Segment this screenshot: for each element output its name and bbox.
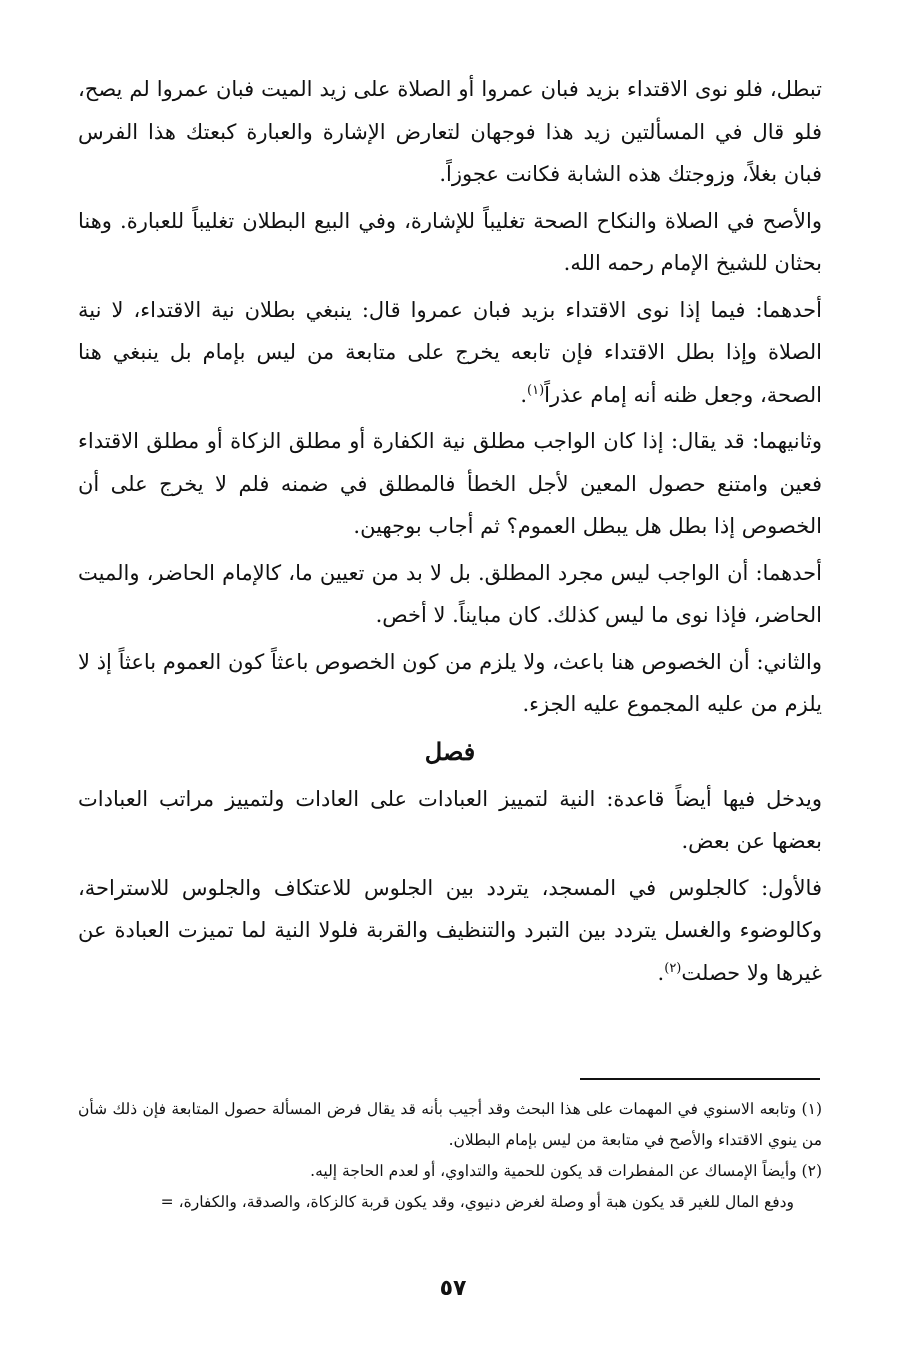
page-number: ٥٧ — [439, 1276, 467, 1301]
full-stop: . — [657, 960, 665, 985]
footnote-reference[interactable]: (١) — [527, 382, 545, 398]
paragraph-text: أحدهما: فيما إذا نوى الاقتداء بزيد فبان عمروا قال: ينبغي بطلان نية الاقتداء، لا نية الصلاة وإذا بطل الاقتداء فإن تابعه يخرج على متابعة من ليس بإمام بل ينبغي هنا الصحة، وجعل ظنه أنه إمام عذراً — [78, 297, 822, 407]
footnote-continuation: ودفع المال للغير قد يكون هبة أو وصلة لغرض دنيوي، وقد يكون قربة كالزكاة، والصدقة، والكفارة، = — [160, 1193, 794, 1211]
footnote-reference[interactable]: (٢) — [664, 960, 682, 976]
paragraph: تبطل، فلو نوى الاقتداء بزيد فبان عمروا أو الصلاة على زيد الميت فبان عمروا لم يصح، فلو قال في المسألتين زيد هذا فوجهان لتعارض الإشارة والعبارة كبعتك هذا الفرس فبان بغلاً، وزوجتك هذه الشابة فكانت عجوزاً. — [78, 77, 822, 186]
paragraph-text: فالأول: كالجلوس في المسجد، يتردد بين الجلوس للاعتكاف والجلوس للاستراحة، وكالوضوء والغسل يتردد بين التبرد والتنظيف والقربة فلولا النية لما تميزت العبادة عن غيرها ولا حصلت — [78, 875, 822, 985]
paragraph — [78, 867, 822, 995]
footnotes — [78, 1094, 822, 1218]
paragraph: وثانيهما: قد يقال: إذا كان الواجب مطلق نية الكفارة أو مطلق الزكاة أو مطلق الاقتداء فعين وامتنع حصول المعين لأجل الخطأ فالمطلق في ضمنه فلم لا يخرج على أن الخصوص إذا بطل هل يبطل العموم؟ ثم أجاب بوجهين. — [78, 429, 822, 538]
section-heading: فصل — [424, 736, 476, 766]
paragraph — [78, 289, 822, 417]
full-stop: . — [520, 382, 528, 407]
paragraph: أحدهما: أن الواجب ليس مجرد المطلق. بل لا بد من تعيين ما، كالإمام الحاضر، والميت الحاضر، فإذا نوى ما ليس كذلك. كان مبايناً. لا أخص. — [78, 560, 822, 627]
footnote: (٢) وأيضاً الإمساك عن المفطرات قد يكون للحمية والتداوي، أو لعدم الحاجة إليه. — [310, 1162, 822, 1180]
footnote-separator — [580, 1078, 820, 1080]
paragraph: ويدخل فيها أيضاً قاعدة: النية لتمييز العبادات على العادات ولتمييز مراتب العبادات بعضها عن بعض. — [78, 786, 822, 853]
paragraph: والثاني: أن الخصوص هنا باعث، ولا يلزم من كون الخصوص باعثاً كون العموم باعثاً إذ لا يلزم من عليه المجموع عليه الجزء. — [78, 649, 822, 716]
footnote: (١) وتابعه الاسنوي في المهمات على هذا البحث وقد أجيب بأنه قد يقال فرض المسألة حصول المتابعة فإن ذلك شأن من ينوي الاقتداء والأصح في متابعة من ليس بإمام البطلان. — [78, 1100, 822, 1149]
paragraph: والأصح في الصلاة والنكاح الصحة تغليباً للإشارة، وفي البيع البطلان تغليباً للعبارة. وهنا بحثان للشيخ الإمام رحمه الله. — [78, 208, 822, 275]
main-text — [78, 68, 822, 998]
